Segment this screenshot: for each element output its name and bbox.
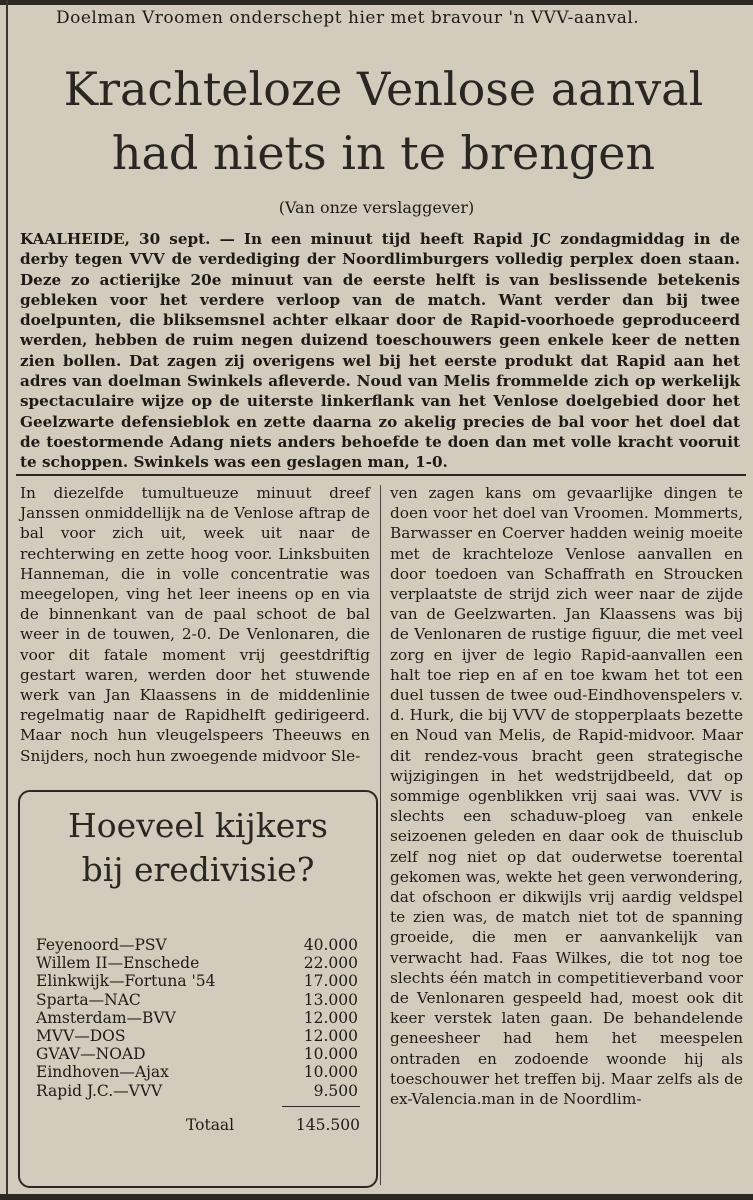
column-divider: [380, 485, 381, 1185]
viewer-count: 13.000: [303, 990, 358, 1009]
match-name: Rapid J.C.—VVV: [36, 1081, 163, 1100]
table-row: [36, 991, 358, 1009]
table-row: [36, 1063, 358, 1081]
match-name: Feyenoord—PSV: [36, 936, 167, 954]
viewer-count: 10.000: [303, 1045, 358, 1064]
left-column-rule: [6, 0, 8, 1200]
article-column-right: [390, 483, 743, 1109]
section-divider: [16, 474, 746, 476]
headline-line-2: had niets in te brengen: [111, 126, 656, 180]
table-row: [36, 972, 358, 990]
column-right-text: ven zagen kans om gevaarlijke dingen te doen voor het doel van Vroomen. Mommerts, Barwasser en Coerver hadden weinig moeite met de krachteloze Venlose aanvallen en door toedoen van Schaffrath en Stroucken verplaatste de strijd zich weer naar de zijde van de Geelzwarten. Jan Klaassens was bij de Venlonaren de rustige figuur, die met veel zorg en ijver de legio Rapid-aanvallen een halt toe riep en af en toe kwam het tot een duel tussen de twee oud-Eindhovenspelers v. d. Hurk, die bij VVV de stopperplaats bezette en Noud van Melis, de Rapid-midvoor. Maar dit rendez-vous bracht geen strategische wijzigingen in het wedstrijdbeeld, dat op sommige ogenblikken vrij saai was. VVV is slechts een schaduw-ploeg van enkele seizoenen geleden en daar ook de thuisclub zelf nog niet op dat ouderwetse toerental gekomen was, wekte het geen verwondering, dat ofschoon er dikwijls vrij aardig veldspel te zien was, de match niet tot de spanning groeide, die men er aanvankelijk van verwacht had. Faas Wilkes, die tot nog toe slechts één match in competitieverband voor de Venlonaren gespeeld had, moest ook dit keer verstek laten gaan. De behandelende geneesheer had hem het meespelen ontraden en zodoende woonde hij als toeschouwer het treffen bij. Maar zelfs als de ex-Valencia.man in de Noordlim-: [390, 484, 743, 1109]
viewer-count: 10.000: [303, 1063, 358, 1082]
bottom-border: [0, 1194, 753, 1200]
total-value: 145.500: [295, 1116, 360, 1134]
photo-caption: Doelman Vroomen onderschept hier met bravour 'n VVV-aanval.: [56, 8, 640, 28]
lead-text: KAALHEIDE, 30 sept. — In een minuut tijd heeft Rapid JC zondagmiddag in de derby tegen VVV de verdediging der Noordlimburgers volledig perplex doen staan. Deze zo actierijke 20e minuut van de eerste helft is van beslissende betekenis gebleken voor het verdere verloop van de match. Want verder dan bij twee doelpunten, die bliksemsnel achter elkaar door de Rapid-voorhoede geproduceerd werden, hebben de ruim negen duizend toeschouwers geen enkele keer de netten zien bollen. Dat zagen zij overigens wel bij het eerste produkt dat Rapid aan het adres van doelman Swinkels afleverde. Noud van Melis frommelde zich op werkelijk spectaculaire wijze op de uiterste linkerflank van het Venlose doelgebied door het Geelzwarte defensieblok en zette daarna zo akelig precies de bal voor het doel dat de toestormende Adang niets anders behoefde te doen dan met volle kracht vooruit te schoppen. Swinkels was een geslagen man, 1-0.: [20, 230, 740, 472]
match-name: GVAV—NOAD: [36, 1045, 146, 1064]
table-row: [36, 1045, 358, 1063]
table-row: [36, 1009, 358, 1027]
article-column-left: [20, 483, 370, 766]
byline: (Van onze verslaggever): [278, 198, 475, 217]
viewer-count: 40.000: [303, 936, 358, 954]
top-border: [0, 0, 753, 5]
match-name: Willem II—Enschede: [36, 954, 200, 973]
box-title-line-1: Hoeveel kijkers: [68, 806, 328, 845]
match-name: Elinkwijk—Fortuna '54: [36, 972, 216, 991]
viewer-count: 12.000: [303, 1027, 358, 1046]
sum-rule: [282, 1106, 360, 1107]
box-title-line-2: bij eredivisie?: [81, 850, 315, 889]
match-name: MVV—DOS: [36, 1027, 126, 1046]
viewer-count: 17.000: [303, 972, 358, 991]
match-name: Amsterdam—BVV: [36, 1008, 176, 1027]
viewers-box: [18, 790, 378, 1188]
total-row: [186, 1116, 360, 1134]
viewer-count: 9.500: [313, 1081, 358, 1100]
table-row: [36, 1082, 358, 1100]
viewer-count: 22.000: [303, 954, 358, 973]
match-name: Eindhoven—Ajax: [36, 1063, 169, 1082]
viewers-table: [36, 936, 358, 1100]
headline-line-1: Krachteloze Venlose aanval: [63, 62, 704, 116]
lead-paragraph: [20, 229, 740, 473]
table-row: [36, 936, 358, 954]
table-row: [36, 1027, 358, 1045]
column-left-text: In diezelfde tumultueuze minuut dreef Janssen onmiddellijk na de Venlose aftrap de bal voor zich uit, week uit naar de rechterwing en zette hoog voor. Linksbuiten Hanneman, die in volle concentratie was meegelopen, ving het leer ineens op en via de binnenkant van de paal schoot de bal weer in de touwen, 2-0. De Venlonaren, die voor dit fatale moment vrij geestdriftig gestart waren, werden door het stuwende werk van Jan Klaassens in de middenlinie regelmatig naar de Rapidhelft gedirigeerd. Maar noch hun vleugelspeers Theeuws en Snijders, noch hun zwoegende midvoor Sle-: [20, 484, 370, 765]
total-label: Totaal: [186, 1116, 235, 1134]
match-name: Sparta—NAC: [36, 990, 141, 1009]
viewer-count: 12.000: [303, 1008, 358, 1027]
table-row: [36, 954, 358, 972]
